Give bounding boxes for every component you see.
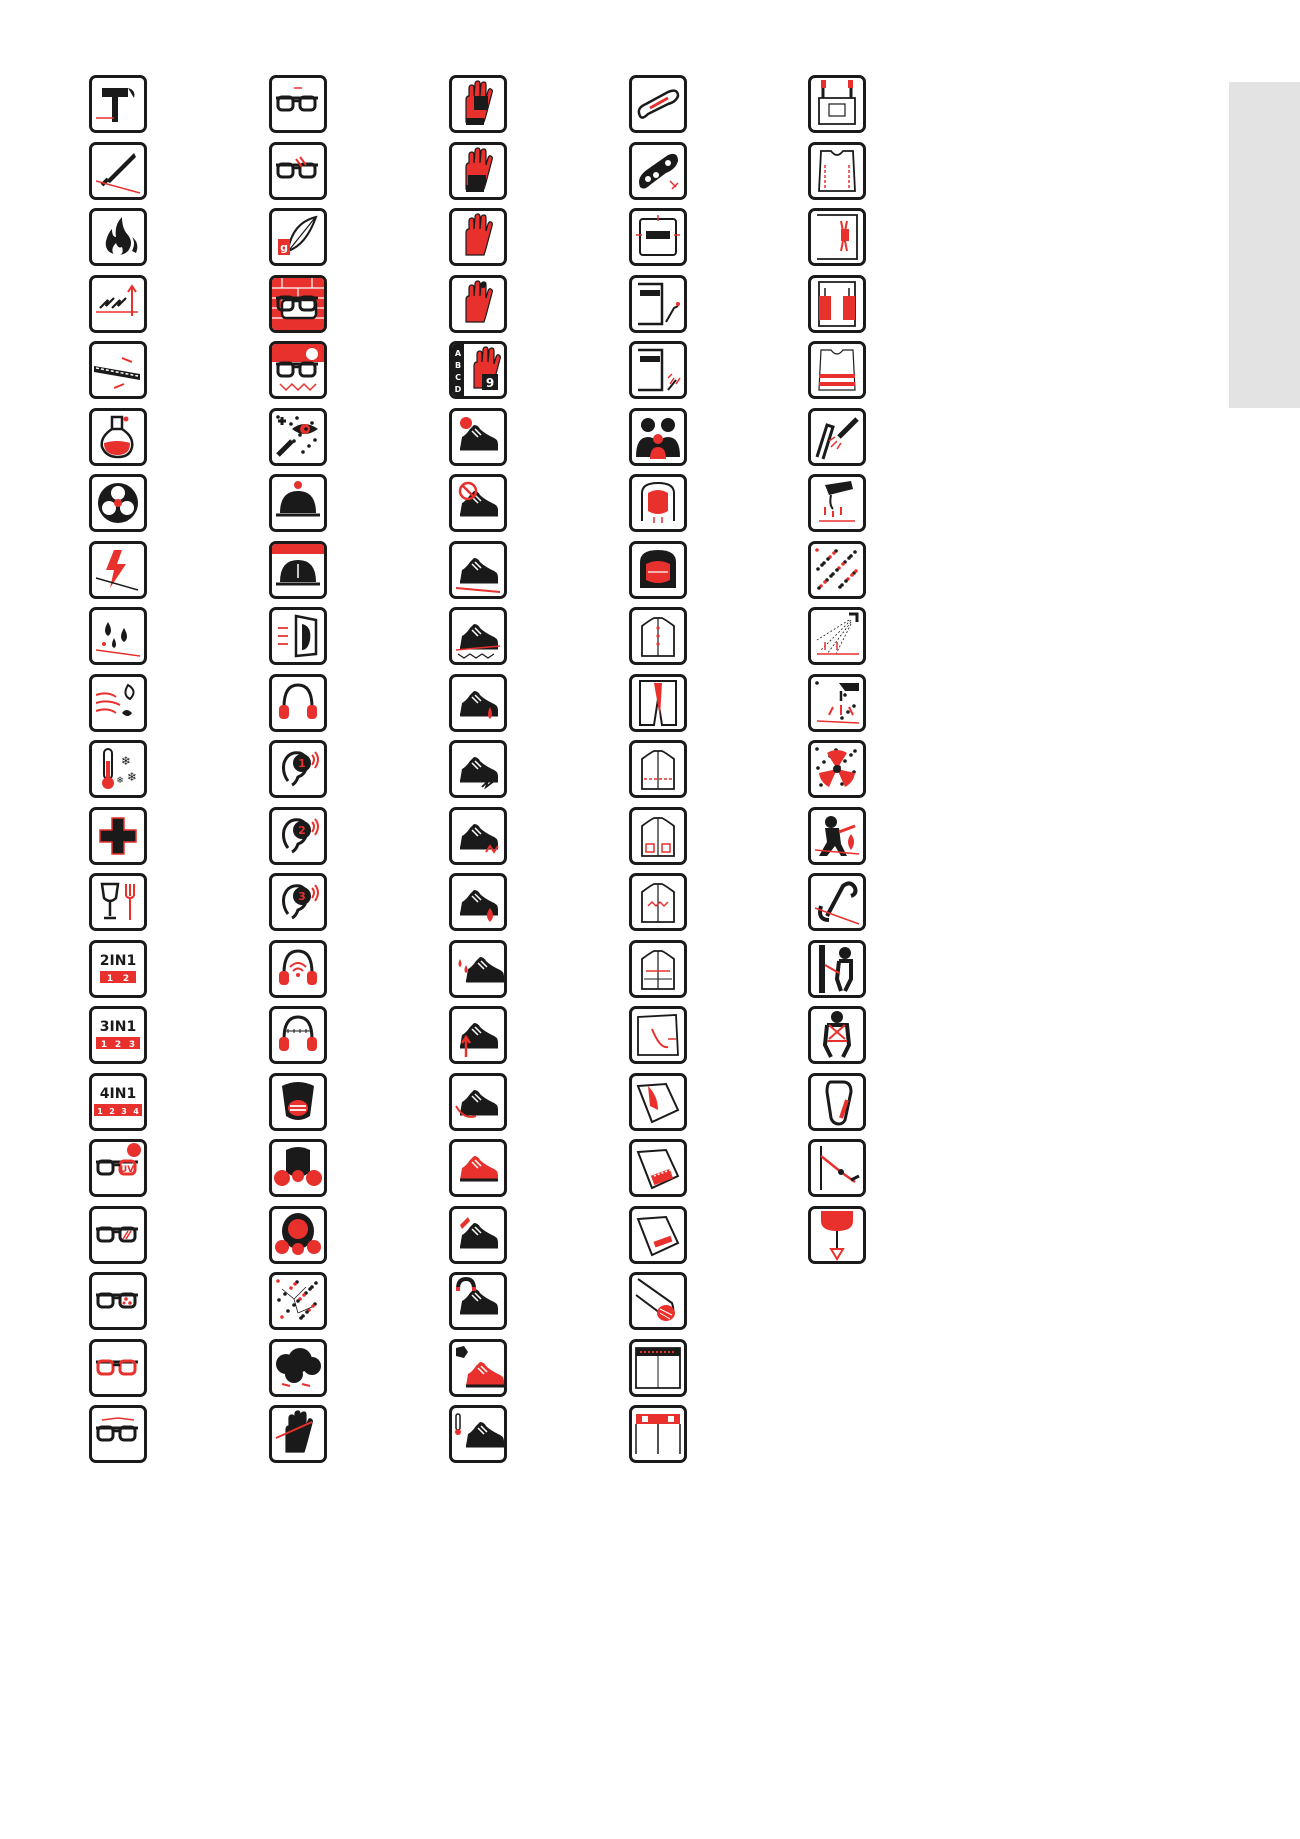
svg-text:3: 3: [298, 890, 306, 903]
helmet-icon: [269, 474, 327, 532]
jacket-front-icon: [629, 607, 687, 665]
svg-text:g: g: [280, 241, 288, 254]
lanyard-icon: [808, 1139, 866, 1197]
flame-icon: [89, 208, 147, 266]
chemical-pour-icon: [808, 474, 866, 532]
dust-icon: [808, 541, 866, 599]
svg-text:D: D: [454, 385, 462, 394]
svg-text:A: A: [454, 349, 462, 358]
radiation-icon: [808, 740, 866, 798]
earmuff-level-icon: [269, 1006, 327, 1064]
shoe-energy-icon: [449, 807, 507, 865]
4in1-icon: [89, 1073, 147, 1131]
particles-icon: [269, 1272, 327, 1330]
cuff-icon: [629, 1139, 687, 1197]
balaclava-icon: [629, 541, 687, 599]
svg-text:❄: ❄: [120, 754, 132, 768]
glasses-lens-icon: [89, 1405, 147, 1463]
glove-cut-icon: [269, 1405, 327, 1463]
reflective-stripes-icon: [808, 341, 866, 399]
svg-text:4: 4: [133, 1107, 139, 1116]
hook-icon: [808, 873, 866, 931]
welding-mask-icon: [629, 208, 687, 266]
shoe-penetration-icon: [449, 1006, 507, 1064]
hood-icon: [629, 474, 687, 532]
jacket-back-icon: [629, 873, 687, 931]
insole-icon: [629, 75, 687, 133]
shoe-antistatic-icon: [449, 740, 507, 798]
shoe-leather-icon: [449, 1339, 507, 1397]
spray-paint-icon: [808, 408, 866, 466]
belt-loops-icon: [629, 1405, 687, 1463]
glasses-impact-icon: [269, 142, 327, 200]
knife-cut-icon: [89, 142, 147, 200]
glove-grip-icon: [449, 75, 507, 133]
earmuff-radio-icon: [269, 940, 327, 998]
welding-sparks-icon: [629, 341, 687, 399]
respirator-icon: [269, 1139, 327, 1197]
ear-3-icon: [269, 873, 327, 931]
anti-fog-glasses-icon: [89, 1272, 147, 1330]
glasses-side-icon: [269, 75, 327, 133]
knee-pad-icon: [808, 208, 866, 266]
vest-icon: [808, 142, 866, 200]
carabiner-icon: [808, 1073, 866, 1131]
half-mask-icon: [269, 1073, 327, 1131]
earmuff-icon: [269, 674, 327, 732]
firefighter-icon: [808, 807, 866, 865]
sole-pattern-icon: [629, 142, 687, 200]
svg-text:9: 9: [485, 376, 495, 390]
chainsaw-icon: [89, 341, 147, 399]
shoe-cold-icon: [449, 1405, 507, 1463]
jacket-bottom-icon: [629, 740, 687, 798]
jacket-zip-icon: [629, 940, 687, 998]
trousers-fly-icon: [629, 674, 687, 732]
svg-text:3IN1: 3IN1: [99, 1019, 137, 1035]
biohazard-icon: [89, 474, 147, 532]
helmet-heat-icon: [269, 541, 327, 599]
shoe-ankle-icon: [449, 1073, 507, 1131]
ear-2-icon: [269, 807, 327, 865]
svg-text:2: 2: [122, 974, 130, 984]
liquid-splash-icon: [808, 674, 866, 732]
feather-weight-icon: [269, 208, 327, 266]
cuff-velcro-icon: [629, 1206, 687, 1264]
thermometer-frost-icon: [89, 740, 147, 798]
svg-text:1: 1: [106, 974, 114, 984]
shoe-no-metal-icon: [449, 474, 507, 532]
water-spray-icon: [808, 607, 866, 665]
glasses-sun-icon: [269, 341, 327, 399]
sleeve-icon: [629, 1073, 687, 1131]
shoe-oil-icon: [449, 674, 507, 732]
svg-text:C: C: [455, 373, 461, 382]
glove-abcd-icon: [449, 341, 507, 399]
2in1-icon: [89, 940, 147, 998]
wind-cold-icon: [89, 674, 147, 732]
food-contact-icon: [89, 873, 147, 931]
jacket-collar-icon: [629, 1006, 687, 1064]
jacket-pockets-icon: [629, 807, 687, 865]
svg-text:1: 1: [100, 1040, 108, 1050]
welding-shield-icon: [629, 275, 687, 333]
static-electricity-icon: [89, 275, 147, 333]
ear-1-icon: [269, 740, 327, 798]
liquid-drops-icon: [89, 607, 147, 665]
face-shield-icon: [269, 607, 327, 665]
waistband-icon: [629, 1339, 687, 1397]
fall-arrester-icon: [808, 1206, 866, 1264]
bib-overall-icon: [808, 75, 866, 133]
svg-text:UV: UV: [119, 1165, 135, 1175]
glasses-frame-icon: [89, 1339, 147, 1397]
electric-shock-icon: [89, 541, 147, 599]
shoe-red-icon: [449, 1139, 507, 1197]
hammer-icon: [89, 75, 147, 133]
eye-wash-icon: [269, 408, 327, 466]
glove-red-icon: [449, 208, 507, 266]
svg-text:2: 2: [114, 1040, 122, 1050]
pockets-icon: [808, 275, 866, 333]
svg-text:3: 3: [121, 1107, 127, 1116]
svg-text:4IN1: 4IN1: [99, 1086, 137, 1102]
svg-text:1: 1: [298, 757, 306, 770]
sun-wall-glasses-icon: [269, 275, 327, 333]
shoe-sole-icon: [449, 607, 507, 665]
svg-text:1: 1: [97, 1107, 103, 1116]
svg-text:2: 2: [109, 1107, 115, 1116]
3in1-icon: [89, 1006, 147, 1064]
svg-text:2IN1: 2IN1: [99, 953, 137, 969]
shoe-insole-icon: [449, 1206, 507, 1264]
shoe-water-icon: [449, 940, 507, 998]
svg-text:❄: ❄: [116, 776, 124, 786]
harness-icon: [808, 1006, 866, 1064]
uv-glasses-icon: [89, 1139, 147, 1197]
first-aid-cross-icon: [89, 807, 147, 865]
chemical-flask-icon: [89, 408, 147, 466]
shoe-heat-icon: [449, 873, 507, 931]
glove-touch-icon: [449, 275, 507, 333]
full-mask-icon: [269, 1206, 327, 1264]
cuff-knit-icon: [629, 1272, 687, 1330]
shoe-magnet-icon: [449, 1272, 507, 1330]
glove-knit-icon: [449, 142, 507, 200]
shoe-slip-icon: [449, 541, 507, 599]
anti-scratch-glasses-icon: [89, 1206, 147, 1264]
smoke-cloud-icon: [269, 1339, 327, 1397]
group-people-icon: [629, 408, 687, 466]
svg-text:2: 2: [298, 824, 306, 837]
shoe-toecap-icon: [449, 408, 507, 466]
climber-pole-icon: [808, 940, 866, 998]
svg-text:❄: ❄: [126, 770, 138, 784]
svg-text:3: 3: [128, 1040, 136, 1050]
svg-text:B: B: [454, 361, 462, 370]
